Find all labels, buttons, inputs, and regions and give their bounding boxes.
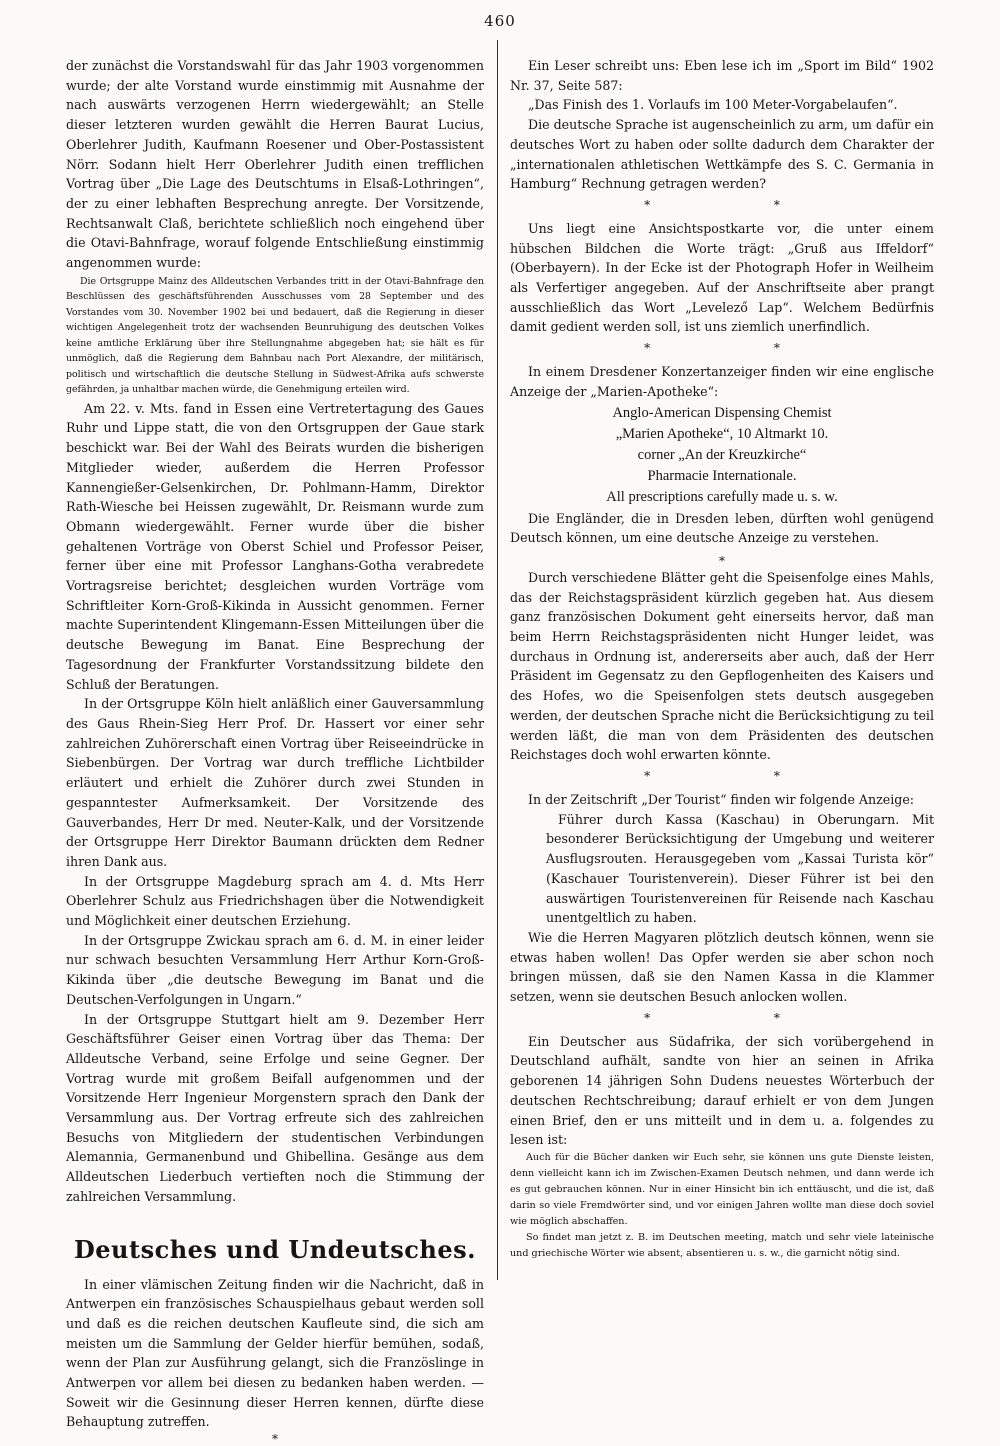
paragraph-magyaren: Wie die Herren Magyaren plötzlich deutsch können, wenn sie etwas haben wollen! Das Opfer werden sie aber schon noch bringen müssen, daß sie den Namen Kassa in die Klammer setzen, wenn sie deutschen Besuch anlocken wollen. <box>510 929 934 1005</box>
paragraph-zwickau: In der Ortsgruppe Zwickau sprach am 6. d. M. in einer leider nur schwach besuchten Versammlung Herr Arthur Korn-Groß-Kikinda über „die deutsche Bewegung im Banat und die Deutschen-Verfolgungen in Ungarn.“ <box>66 932 484 1007</box>
separator-stars: * * <box>644 1010 840 1025</box>
paragraph-ruhr-lippe: Am 22. v. Mts. fand in Essen eine Vertretertagung des Gaues Ruhr und Lippe statt, die von den Ortsgruppen der Gaue stark beschickt war. Bei der Wahl des Beirats wurden die bisherigen Mitglieder wieder, außerdem die Herren Professor Kannengießer-Gelsenkirchen, Dr. Pohlmann-Hamm, Direktor Rath-Wiesche bei Heissen zugewählt, Dr. Reismann wurde zum Obmann wiedergewählt. Ferner wurde über die bisher gehaltenen Vorträge von Oberst Schiel und Professor Peiser, ferner über eine mit Professor Langhans-Gotha verabredete Vortragsreise berichtet; desgleichen wurden Vorträge vom Schriftleiter Korn-Groß-Kikinda in Aussicht genommen. Ferner machte Superintendent Klingemann-Essen Mitteilungen über die deutsche Bewegung im Banat. Eine Besprechung der Tagesordnung der Frankfurter Vorstandssitzung bildete den Schluß der Beratungen. <box>66 400 484 692</box>
separator-stars: * * <box>644 768 840 783</box>
paragraph-mainz-meeting: der zunächst die Vorstandswahl für das Jahr 1903 vorgenommen wurde; der alte Vorstand wurde einstimmig mit Ausnahme der nach auswärts verzogenen Herrn wiedergewählt; an Stelle dieser letzteren wurden gewählt die Herren Baurat Lucius, Oberlehrer Judith, Kaufmann Roesener und Ober-Postassistent Nörr. Sodann hielt Herr Oberlehrer Judith einen trefflichen Vortrag über „Die Lage des Deutschtums in Elsaß-Lothringen“, der zu einer lebhaften Besprechung anregte. Der Vorsitzende, Rechtsanwalt Claß, berichtete schließlich noch eingehend über die Otavi-Bahnfrage, worauf folgende Entschließung einstimmig angenommen wurde: <box>66 58 484 271</box>
separator-stars: * * <box>644 341 840 356</box>
paragraph-germania: Die deutsche Sprache ist augenscheinlich zu arm, um dafür ein deutsches Wort zu haben oder sollte dadurch dem Charakter der „internationalen athletischen Wettkämpfe des S. C. Germania in Hamburg“ Rechnung getragen werden? <box>510 117 934 192</box>
paragraph-suedafrika: Ein Deutscher aus Südafrika, der sich vorübergehend in Deutschland aufhält, sandte von hier an seinen in Afrika geborenen 14 jährigen Sohn Dudens neuestes Wörterbuch der deutschen Rechtschreibung; darauf erhielt er von dem Jungen einen Brief, den er uns mitteilt und in dem u. a. folgendes zu lesen ist: <box>510 1033 934 1148</box>
paragraph-koeln: In der Ortsgruppe Köln hielt anläßlich einer Gauversammlung des Gaus Rhein-Sieg Herr Prof. Dr. Hassert vor einer sehr zahlreichen Zuhörerschaft einen Vortrag über Reiseeindrücke in Siebenbürgen. Der Vortrag war durch treffliche Lichtbilder erläutert und erhielt die Zuhörer durch zwei Stunden in gespanntester Aufmerksamkeit. Der Vorsitzende des Gauverbandes, Herr Dr med. Neuter-Kalk, und der Vorsitzende der Ortsgruppe Herr Direktor Baumann drückten dem Redner ihren Dank aus. <box>66 696 484 869</box>
right-column <box>510 56 934 1296</box>
resolution-text: Die Ortsgruppe Mainz des Alldeutschen Verbandes tritt in der Otavi-Bahnfrage den Beschlüssen des geschäftsführenden Ausschusses vom 28 September und des Vorstandes vom 30. November 1902 bei und bedauert, daß die Regierung in dieser wichtigen Angelegenheit trotz der wachsenden Beunruhigung des deutschen Volkes keine amtliche Erklärung über ihre Stellungnahme abgegeben hat; sie hält es für unmöglich, daß die Regierung dem Bahnbau nach Port Alexandre, der militärisch, politisch und wirtschaftlich die deutsche Stellung in Südwest-Afrika aufs schwerste gefährden, ja unhaltbar machen würde, die Genehmigung erteilen wird. <box>66 275 484 396</box>
separator-star: * <box>719 553 725 568</box>
column-divider <box>497 40 498 1280</box>
letter-conclusion: So findet man jetzt z. B. im Deutschen meeting, match und sehr viele lateinische und griechische Wörter wie absent, absentieren u. s. w., die garnicht nötig sind. <box>510 1231 934 1259</box>
paragraph-reader-letter: Ein Leser schreibt uns: Eben lese ich im „Sport im Bild“ 1902 Nr. 37, Seite 587: <box>510 58 934 93</box>
section-separator-star: * <box>272 1432 278 1446</box>
page-number: 460 <box>484 12 516 30</box>
ad-line: Pharmacie Internationale. <box>647 467 797 484</box>
paragraph-speisenfolge: Durch verschiedene Blätter geht die Speisenfolge eines Mahls, das der Reichstagspräsident kürzlich gegeben hat. Aus diesem ganz französischen Dokument geht einerseits hervor, daß man beim Herrn Reichstagspräsidenten nicht Hunger leidet, was durchaus in Ordnung ist, andererseits aber auch, daß der Herr Präsident im Gegensatz zu den Gepflogenheiten des Kaisers und des Hofes, wo die Speisenfolgen stets deutsch ausgegeben werden, der deutschen Sprache nicht die Berücksichtigung zu teil werden läßt, die man von dem Präsidenten des deutschen Reichstages doch wohl erwarten könnte. <box>510 569 934 763</box>
ad-line: All prescriptions carefully made u. s. w. <box>606 488 838 505</box>
ad-line: corner „An der Kreuzkirche“ <box>637 446 807 463</box>
english-advertisement <box>510 404 934 507</box>
tourist-advertisement: Führer durch Kassa (Kaschau) in Oberungarn. Mit besonderer Berücksichtigung der Umgebung und weiterer Ausflugsrouten. Herausgegeben vom „Kassai Turista kör“ (Kaschauer Touristenverein). Dieser Führer ist bei den auswärtigen Touristenvereinen für Reisende nach Kaschau unentgeltlich zu haben. <box>546 811 934 926</box>
quote-finish: „Das Finish des 1. Vorlaufs im 100 Meter-Vorgabelaufen“. <box>528 97 898 113</box>
paragraph-antwerpen: In einer vlämischen Zeitung finden wir die Nachricht, daß in Antwerpen ein französisches Schauspielhaus gebaut werden soll und daß es die reichen deutschen Kaufleute sind, die sich am meisten um die Sammlung der Gelder hierfür bemühen, sodaß, wenn der Plan zur Ausführung gelangt, sich die Französlinge in Antwerpen vor allem bei diesen zu bedanken haben werden. — Soweit wir die Gesinnung dieser Herren kennen, dürfte diese Behauptung zutreffen. <box>66 1276 484 1430</box>
paragraph-magdeburg: In der Ortsgruppe Magdeburg sprach am 4. d. Mts Herr Oberlehrer Schulz aus Friedrichshagen über die Notwendigkeit und Möglichkeit einer deutschen Erziehung. <box>66 873 484 929</box>
letter-quote: Auch für die Bücher danken wir Euch sehr, sie können uns gute Dienste leisten, denn vielleicht kann ich im Zwischen-Examen Deutsch nehmen, und dann werde ich es gut gebrauchen können. Nur in einer Hinsicht bin ich enttäuscht, und die ist, daß darin so viele Fremdwörter sind, und vor einigen Jahren wollte man diese doch soviel wie möglich abschaffen. <box>510 1151 934 1227</box>
section-heading: Deutsches und Undeutsches. <box>73 1234 477 1264</box>
paragraph-englaender: Die Engländer, die in Dresden leben, dürften wohl genügend Deutsch können, um eine deutsche Anzeige zu verstehen. <box>510 510 934 546</box>
ad-line: Anglo-American Dispensing Chemist <box>612 404 832 421</box>
paragraph-tourist: In der Zeitschrift „Der Tourist“ finden wir folgende Anzeige: <box>528 791 915 807</box>
paragraph-dresden-ad: In einem Dresdener Konzertanzeiger finden wir eine englische Anzeige der „Marien-Apotheke“: <box>510 364 934 399</box>
paragraph-stuttgart: In der Ortsgruppe Stuttgart hielt am 9. Dezember Herr Geschäftsführer Geiser einen Vortrag über das Thema: Der Alldeutsche Verband, seine Erfolge und seine Gegner. Der Vortrag wurde mit großem Beifall aufgenommen und der Vorsitzende Herr Ingenieur Morgenstern sprach den Dank der Versammlung aus. Der Vortrag erfreute sich des zahlreichen Besuchs von Mitgliedern der studentischen Verbindungen Alemannia, Germanenbund und Ghibellina. Gesänge aus dem Alldeutschen Liederbuch vertieften noch die Stimmung der zahlreichen Versammlung. <box>66 1011 484 1204</box>
separator-stars: * * <box>644 197 840 212</box>
left-column <box>66 56 484 1446</box>
paragraph-postcard: Uns liegt eine Ansichtspostkarte vor, die unter einem hübschen Bildchen die Worte trägt: „Gruß aus Iffeldorf“ (Oberbayern). In der Ecke ist der Photograph Hofer in Weilheim als Verfertiger angegeben. Auf der Anschriftseite aber prangt ausschließlich das Wort „Levelező Lap“. Welchem Bedürfnis damit gedient werden soll, ist uns ziemlich unerfindlich. <box>510 220 934 335</box>
ad-line: „Marien Apotheke“, 10 Altmarkt 10. <box>615 425 829 442</box>
